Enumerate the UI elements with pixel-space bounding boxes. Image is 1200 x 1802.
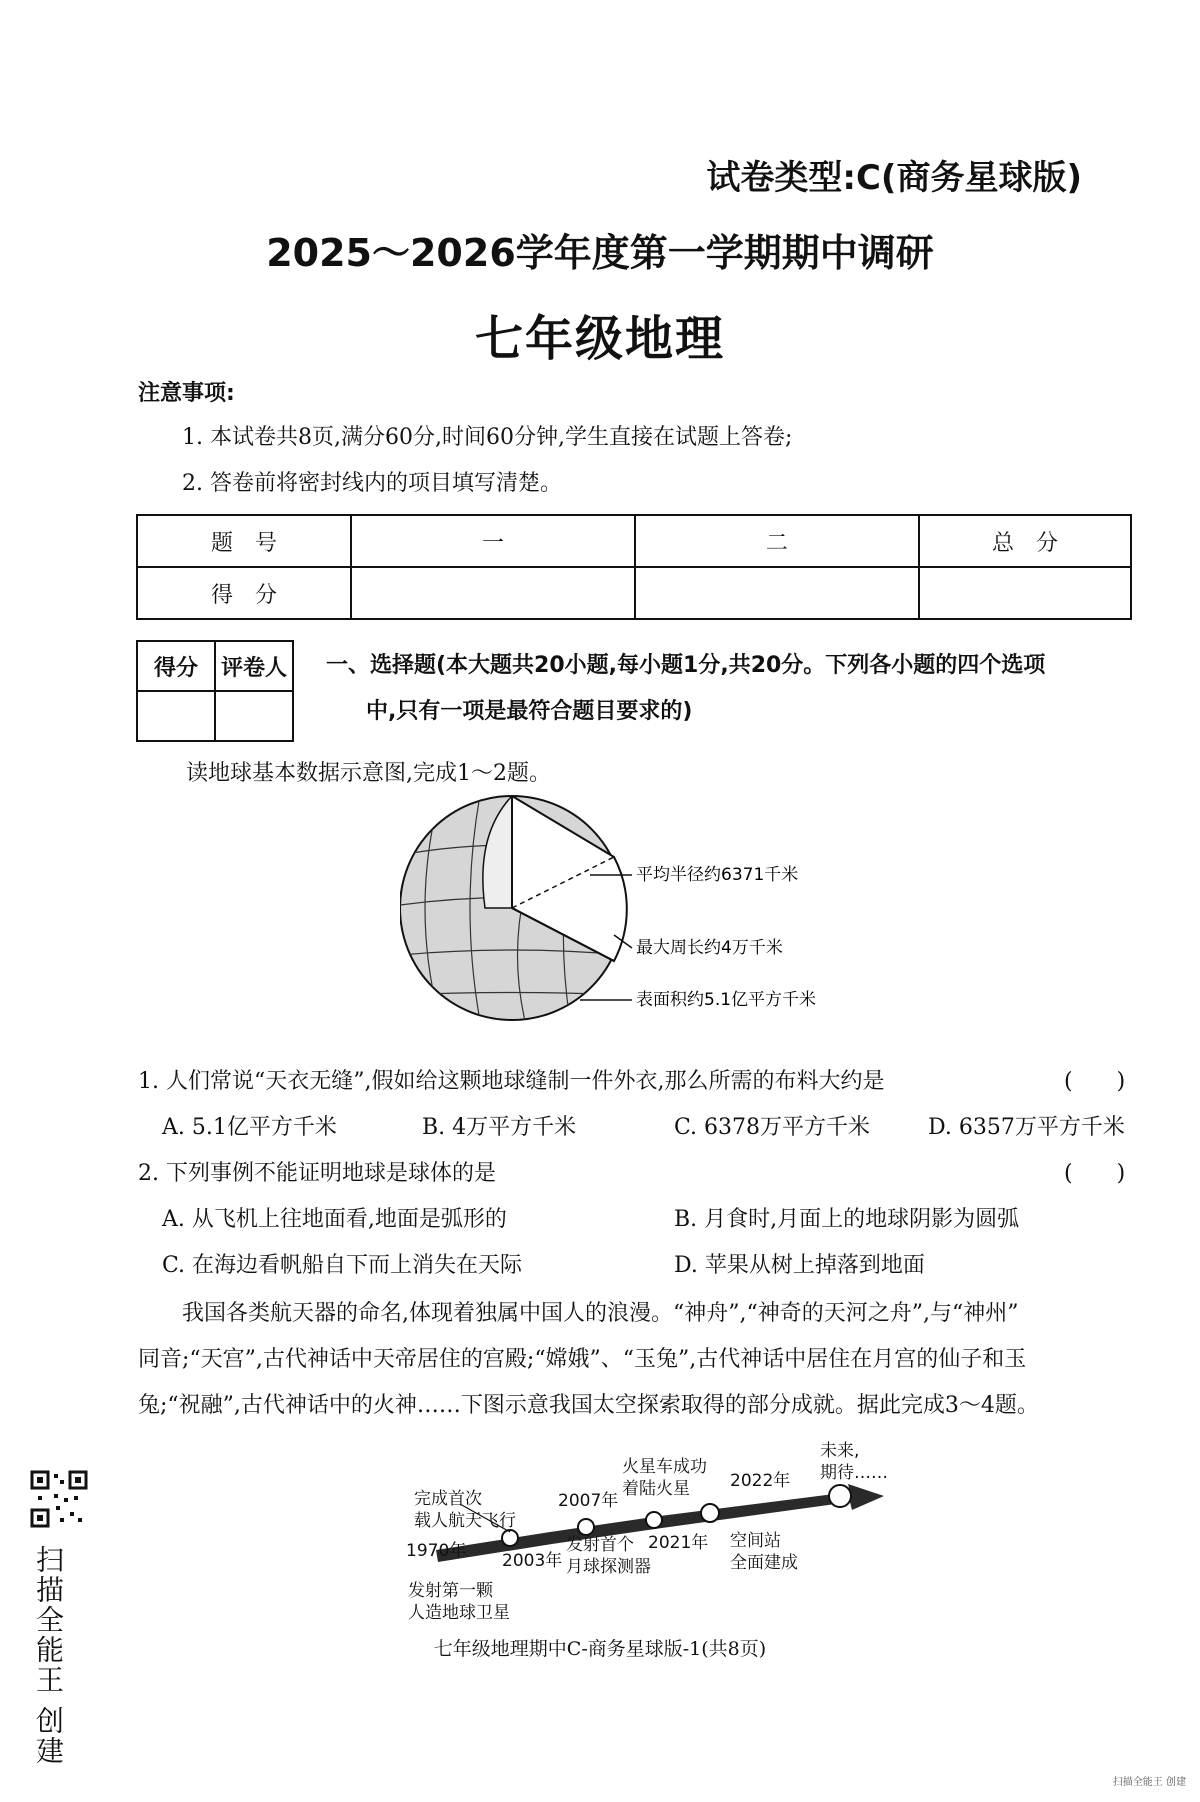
q2-option-d[interactable]: D. 苹果从树上掉落到地面 bbox=[674, 1253, 925, 1278]
section1-heading-cont: 中,只有一项是最符合题目要求的) bbox=[366, 699, 693, 724]
q2-option-a[interactable]: A. 从飞机上往地面看,地面是弧形的 bbox=[162, 1207, 507, 1232]
label-radius: 平均半径约6371千米 bbox=[636, 865, 799, 885]
timeline-node-future bbox=[829, 1485, 851, 1507]
passage-line: 同音;“天宫”,古代神话中天帝居住的宫殿;“嫦娥”、“玉兔”,古代神话中居住在月宫的仙子和玉 bbox=[138, 1347, 1027, 1372]
timeline-node-2007 bbox=[578, 1519, 594, 1535]
score-cell[interactable] bbox=[635, 567, 919, 619]
grader-score-cell[interactable] bbox=[137, 691, 215, 741]
q1-option-d[interactable]: D. 6357万平方千米 bbox=[928, 1115, 1125, 1140]
timeline-event-1970-2: 人造地球卫星 bbox=[408, 1603, 510, 1623]
timeline-future-2: 期待…… bbox=[820, 1463, 888, 1483]
exam-title: 2025～2026学年度第一学期期中调研 bbox=[266, 231, 934, 275]
score-table-header: 一 bbox=[351, 515, 635, 567]
subject-title: 七年级地理 bbox=[474, 311, 725, 367]
q1-option-a[interactable]: A. 5.1亿平方千米 bbox=[162, 1115, 337, 1140]
score-cell[interactable] bbox=[919, 567, 1131, 619]
timeline-event-2021-1: 火星车成功 bbox=[622, 1457, 707, 1477]
q1-option-c[interactable]: C. 6378万平方千米 bbox=[674, 1115, 871, 1140]
timeline-year-1970: 1970年 bbox=[406, 1541, 467, 1561]
question-2-answer-paren[interactable]: ( ) bbox=[1064, 1161, 1126, 1186]
question-1-stem: 1. 人们常说“天衣无缝”,假如给这颗地球缝制一件外衣,那么所需的布料大约是 bbox=[138, 1069, 885, 1094]
question-2-stem: 2. 下列事例不能证明地球是球体的是 bbox=[138, 1161, 496, 1186]
note-item: 2. 答卷前将密封线内的项目填写清楚。 bbox=[182, 471, 562, 496]
score-cell[interactable] bbox=[351, 567, 635, 619]
timeline-event-2007-1: 发射首个 bbox=[566, 1535, 634, 1555]
score-table bbox=[136, 514, 1132, 620]
section1-heading: 一、选择题(本大题共20小题,每小题1分,共20分。下列各小题的四个选项 bbox=[326, 653, 1046, 678]
earth-figure bbox=[400, 795, 880, 1035]
timeline-year-2003: 2003年 bbox=[502, 1551, 563, 1571]
note-item: 1. 本试卷共8页,满分60分,时间60分钟,学生直接在试题上答卷; bbox=[182, 425, 793, 450]
timeline-year-2021: 2021年 bbox=[648, 1533, 709, 1553]
label-circumference: 最大周长约4万千米 bbox=[636, 938, 783, 958]
timeline-event-2007-2: 月球探测器 bbox=[566, 1557, 651, 1577]
q1-option-b[interactable]: B. 4万平方千米 bbox=[422, 1115, 577, 1140]
timeline-event-2021-2: 着陆火星 bbox=[622, 1479, 690, 1499]
grader-box bbox=[136, 640, 294, 742]
q2-option-c[interactable]: C. 在海边看帆船自下而上消失在天际 bbox=[162, 1253, 523, 1278]
timeline-node-2003 bbox=[502, 1530, 518, 1546]
question-1-answer-paren[interactable]: ( ) bbox=[1064, 1069, 1126, 1094]
qr-code-icon bbox=[30, 1470, 88, 1528]
score-table-header: 题 号 bbox=[137, 515, 351, 567]
scanner-watermark: 扫描全能王 创建 bbox=[32, 1545, 65, 1766]
timeline-event-1970-1: 发射第一颗 bbox=[408, 1581, 493, 1601]
grader-name-label: 评卷人 bbox=[215, 641, 293, 691]
q2-option-b[interactable]: B. 月食时,月面上的地球阴影为圆弧 bbox=[674, 1207, 1020, 1232]
timeline-event-2003-1: 完成首次 bbox=[414, 1489, 482, 1509]
timeline-event-2022-2: 全面建成 bbox=[730, 1553, 798, 1573]
page-footer: 七年级地理期中C-商务星球版-1(共8页) bbox=[433, 1638, 767, 1660]
grader-name-cell[interactable] bbox=[215, 691, 293, 741]
timeline-year-2022: 2022年 bbox=[730, 1471, 791, 1491]
score-table-header: 总 分 bbox=[919, 515, 1131, 567]
paper-type: 试卷类型:C(商务星球版) bbox=[706, 158, 1082, 198]
passage-line: 我国各类航天器的命名,体现着独属中国人的浪漫。“神舟”,“神奇的天河之舟”,与“神州” bbox=[182, 1301, 1019, 1326]
timeline-year-2007: 2007年 bbox=[558, 1491, 619, 1511]
timeline-event-2003-2: 载人航天飞行 bbox=[414, 1511, 516, 1531]
timeline-future-1: 未来, bbox=[820, 1441, 860, 1461]
scanner-mini-watermark: 扫描全能王 创建 bbox=[1112, 1777, 1186, 1788]
label-area: 表面积约5.1亿平方千米 bbox=[636, 990, 817, 1010]
timeline-node-2022 bbox=[701, 1504, 719, 1522]
grader-score-label: 得分 bbox=[137, 641, 215, 691]
passage-line: 兔;“祝融”,古代神话中的火神……下图示意我国太空探索取得的部分成就。据此完成3～4题。 bbox=[138, 1393, 1039, 1418]
score-table-header: 二 bbox=[635, 515, 919, 567]
section1-intro: 读地球基本数据示意图,完成1～2题。 bbox=[186, 761, 551, 786]
timeline-event-2022-1: 空间站 bbox=[730, 1531, 781, 1551]
notes-heading: 注意事项: bbox=[138, 381, 235, 406]
timeline-node-2021 bbox=[646, 1512, 662, 1528]
score-row-label: 得 分 bbox=[137, 567, 351, 619]
